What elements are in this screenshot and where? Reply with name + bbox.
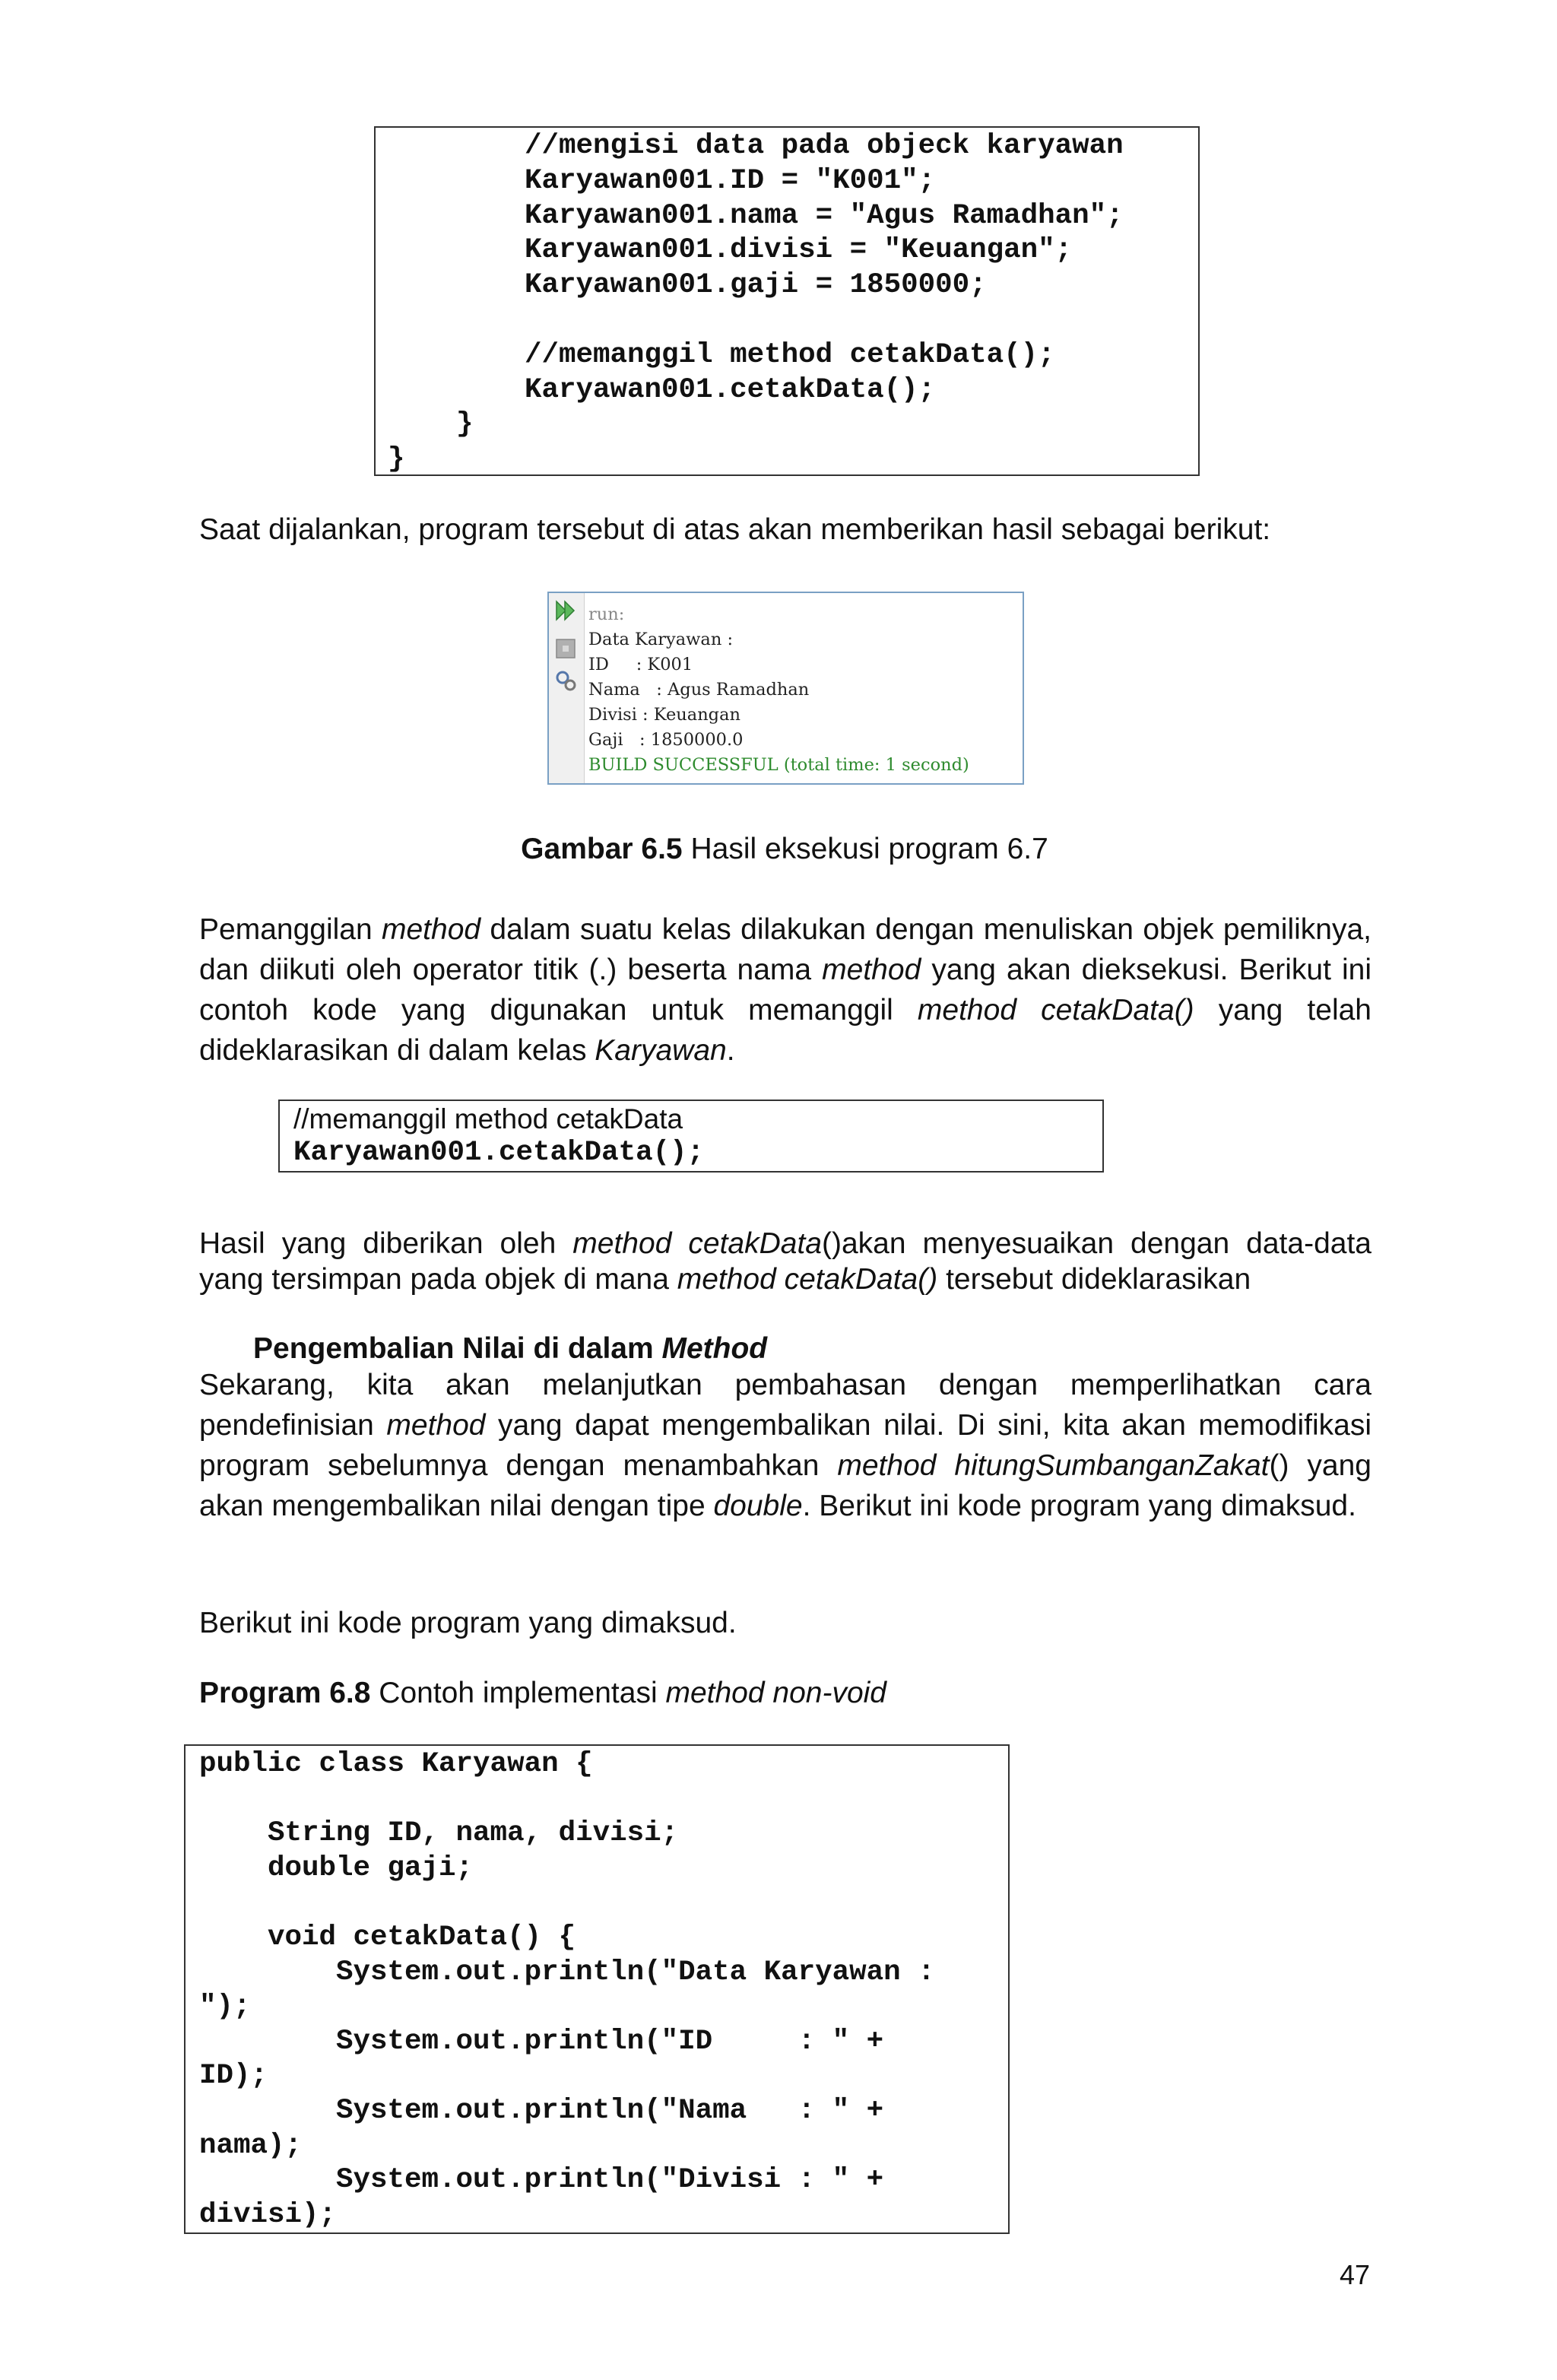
console-toolbar: [549, 593, 585, 783]
italic-run: method: [382, 913, 481, 946]
heading-italic: Method: [661, 1332, 768, 1365]
italic-run: method hitungSumbanganZakat: [837, 1449, 1270, 1482]
text-run: dalam suatu kelas dilakukan dengan menuliskan objek pemiliknya, dan diikuti oleh operator titik (.) beserta nama: [199, 913, 1371, 986]
text-run: Pemanggilan: [199, 913, 382, 946]
text-run: yang dapat mengembalikan nilai. Di sini, kita akan memodifikasi program sebelumnya dengan menambahkan: [199, 1409, 1371, 1482]
code-block-method-call: [278, 1100, 1104, 1173]
console-text: [588, 602, 969, 778]
code-call: Karyawan001.cetakData();: [293, 1137, 705, 1169]
program-caption-label: Program 6.8: [199, 1677, 371, 1709]
section-heading: [253, 1331, 767, 1367]
text-run: yang telah dideklarasikan di dalam kelas: [199, 994, 1371, 1067]
method-call-paragraph: [199, 909, 1371, 1071]
code-comment: //memanggil method cetakData: [293, 1103, 683, 1134]
figure-caption-label: Gambar 6.5: [521, 833, 683, 865]
italic-run: method cetakData(): [917, 994, 1194, 1027]
console-output-lines: Data Karyawan : ID : K001 Nama : Agus Ramadhan Divisi : Keuangan Gaji : 1850000.0: [588, 630, 810, 750]
result-paragraph: [199, 1226, 1371, 1297]
settings-icon[interactable]: [554, 669, 577, 692]
run-label: run:: [588, 605, 625, 624]
italic-run: method cetakData(): [677, 1263, 938, 1296]
figure-caption-text: Hasil eksekusi program 6.7: [682, 833, 1048, 865]
build-status: BUILD SUCCESSFUL (total time: 1 second): [588, 755, 969, 775]
code-block-object-init: [374, 126, 1200, 476]
page-number: 47: [1340, 2259, 1371, 2290]
italic-run: method: [822, 954, 921, 986]
italic-run: method: [386, 1409, 486, 1442]
stop-icon[interactable]: [554, 637, 577, 660]
heading-text: Pengembalian Nilai di dalam: [253, 1332, 662, 1365]
return-value-paragraph: [199, 1365, 1371, 1526]
text-run: yang akan dieksekusi. Berikut ini contoh kode yang digunakan untuk memanggil: [199, 954, 1372, 1027]
text-run: Sekarang, kita akan melanjutkan pembahasan dengan memperlihatkan cara pendefinisian: [199, 1369, 1371, 1442]
code-text: //mengisi data pada objeck karyawan Karyawan001.ID = "K001"; Karyawan001.nama = "Agus Ramadhan"; Karyawan001.divisi = "Keuangan"; Karyawan001.gaji = 1850000; //memanggil method cetakData(); Karyawan001.cetakData(); } }: [388, 130, 1124, 476]
italic-run: Karyawan: [595, 1034, 727, 1067]
text-run: Hasil yang diberikan oleh: [199, 1227, 573, 1260]
program-caption-text: Contoh implementasi: [370, 1677, 666, 1709]
italic-run: double: [713, 1490, 803, 1522]
text-run: . Berikut ini kode program yang dimaksud.: [802, 1490, 1356, 1522]
code-intro-paragraph: Berikut ini kode program yang dimaksud.: [199, 1607, 737, 1639]
figure-caption: [199, 829, 1370, 869]
code-block-karyawan-class: [184, 1744, 1010, 2234]
run-again-icon[interactable]: [554, 599, 577, 622]
text-run: () yang akan mengembalikan nilai dengan tipe: [199, 1449, 1371, 1522]
program-caption: [199, 1673, 886, 1713]
text-run: .: [726, 1034, 735, 1067]
console-output-window: [547, 592, 1024, 785]
italic-run: method cetakData: [572, 1227, 822, 1260]
code-text: public class Karyawan { String ID, nama, divisi; double gaji; void cetakData() { System.out.println("Data Karyawan : "); System.out.println("ID : " + ID); System.out.println("Nama : " + nama); System.out.println("Divisi : " + divisi);: [199, 1748, 935, 2231]
text-run: ()akan menyesuaikan dengan data-data yang tersimpan pada objek di mana: [199, 1227, 1371, 1296]
intro-paragraph: Saat dijalankan, program tersebut di atas akan memberikan hasil sebagai berikut:: [199, 513, 1271, 546]
text-run: tersebut dideklarasikan: [937, 1263, 1251, 1296]
program-caption-italic: method non-void: [665, 1677, 886, 1709]
